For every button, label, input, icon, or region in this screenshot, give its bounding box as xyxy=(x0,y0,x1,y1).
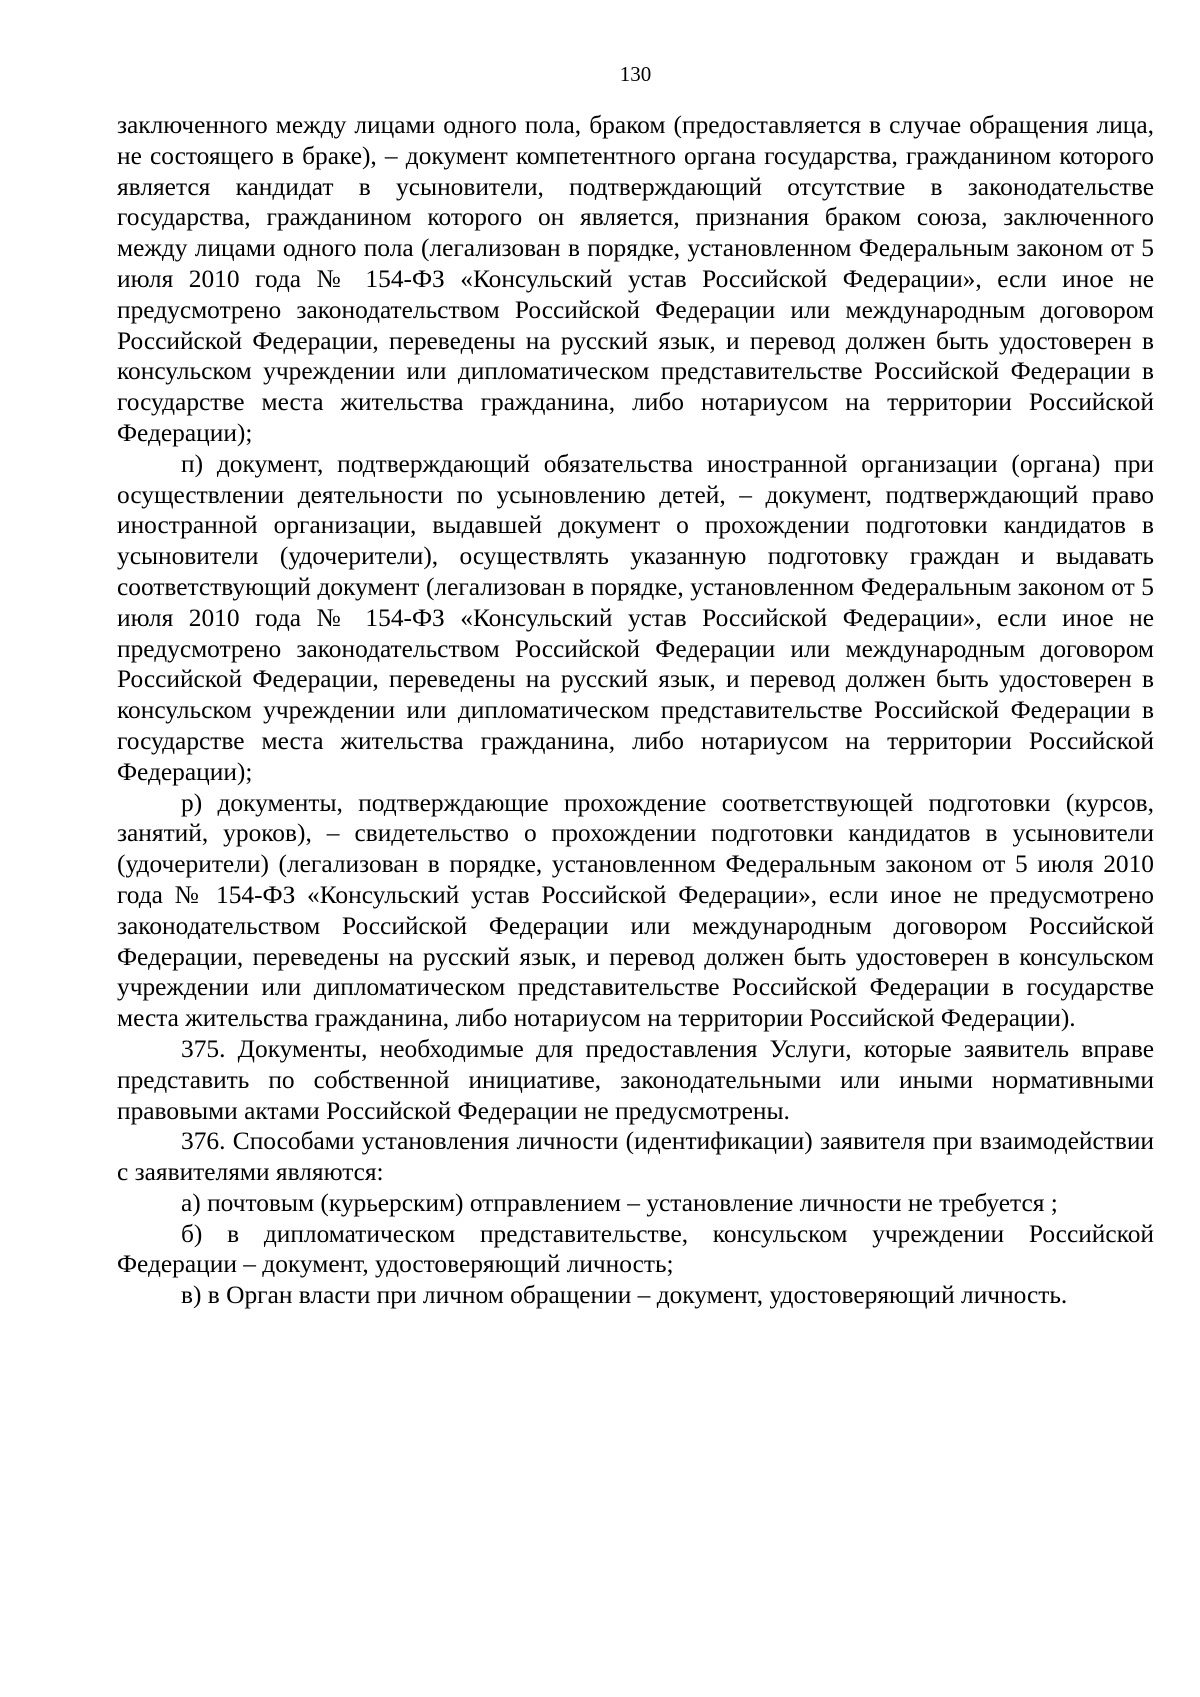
paragraph-marriage-document: заключенного между лицами одного пола, браком (предоставляется в случае обращения лица, не состоящего в браке), – документ компетентного органа государства, гражданином которого является кандидат в усыновители, подтверждающий отсутствие в законодательстве государства, гражданином которого он является, признания браком союза, заключенного между лицами одного пола (легализован в порядке, установленном Федеральным законом от 5 июля 2010 года № 154-ФЗ «Консульский устав Российской Федерации», если иное не предусмотрено законодательством Российской Федерации или международным договором Российской Федерации, переведены на русский язык, и перевод должен быть удостоверен в консульском учреждении или дипломатическом представительстве Российской Федерации в государстве места жительства гражданина, либо нотариусом на территории Российской Федерации); xyxy=(117,111,1154,447)
paragraph-375: 375. Документы, необходимые для предоставления Услуги, которые заявитель вправе представить по собственной инициативе, законодательными или иными нормативными правовыми актами Российской Федерации не предусмотрены. xyxy=(117,1034,1154,1125)
page-number: 130 xyxy=(619,62,652,86)
paragraph-item-b: б) в дипломатическом представительстве, консульском учреждении Российской Федерации – документ, удостоверяющий личность; xyxy=(117,1219,1154,1279)
paragraph-376: 376. Способами установления личности (идентификации) заявителя при взаимодействии с заявителями являются: xyxy=(117,1127,1154,1187)
document-page xyxy=(117,62,1154,1311)
paragraph-item-p: п) документ, подтверждающий обязательства иностранной организации (органа) при осуществлении деятельности по усыновлению детей, – документ, подтверждающий право иностранной организации, выдавшей документ о прохождении подготовки кандидатов в усыновители (удочерители), осуществлять указанную подготовку граждан и выдавать соответствующий документ (легализован в порядке, установленном Федеральным законом от 5 июля 2010 года № 154-ФЗ «Консульский устав Российской Федерации», если иное не предусмотрено законодательством Российской Федерации или международным договором Российской Федерации, переведены на русский язык, и перевод должен быть удостоверен в консульском учреждении или дипломатическом представительстве Российской Федерации в государстве места жительства гражданина, либо нотариусом на территории Российской Федерации); xyxy=(117,449,1154,786)
paragraph-item-a: а) почтовым (курьерским) отправлением – установление личности не требуется ; xyxy=(181,1188,1058,1217)
paragraph-item-v: в) в Орган власти при личном обращении – документ, удостоверяющий личность. xyxy=(181,1281,1068,1310)
paragraph-item-r: р) документы, подтверждающие прохождение соответствующей подготовки (курсов, занятий, уроков), – свидетельство о прохождении подготовки кандидатов в усыновители (удочерители) (легализован в порядке, установленном Федеральным законом от 5 июля 2010 года № 154-ФЗ «Консульский устав Российской Федерации», если иное не предусмотрено законодательством Российской Федерации или международным договором Российской Федерации, переведены на русский язык, и перевод должен быть удостоверен в консульском учреждении или дипломатическом представительстве Российской Федерации в государстве места жительства гражданина, либо нотариусом на территории Российской Федерации). xyxy=(117,788,1154,1033)
